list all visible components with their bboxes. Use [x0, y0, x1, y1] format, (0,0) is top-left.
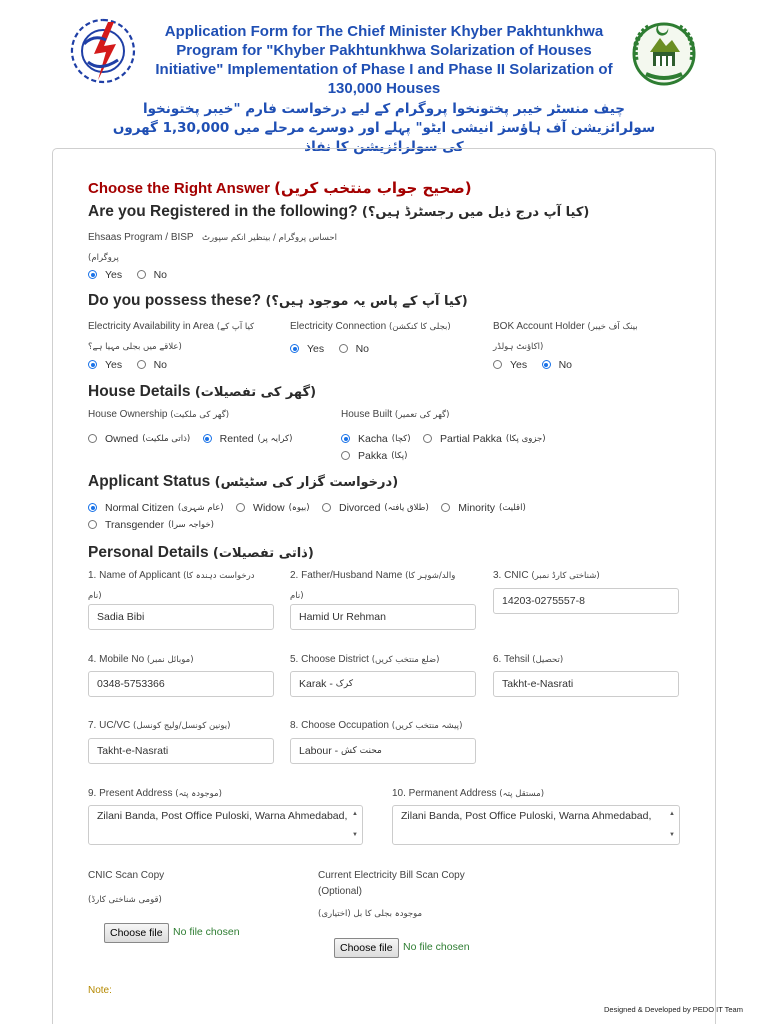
divorced-radio[interactable] — [322, 502, 429, 514]
electricity-connection-no-radio[interactable] — [339, 343, 369, 355]
mobile-label — [88, 650, 194, 670]
radio-unchecked-icon[interactable] — [339, 344, 348, 353]
cnic-choose-file-button[interactable]: Choose file — [104, 923, 169, 943]
present-address-label — [88, 784, 222, 804]
occupation-select[interactable] — [290, 738, 476, 764]
radio-checked-icon[interactable] — [542, 360, 551, 369]
normal-citizen-label-en: Normal Citizen — [105, 501, 174, 514]
cnic-label — [493, 566, 679, 586]
tehsil-label — [493, 650, 563, 670]
pakka-radio-row — [341, 447, 408, 465]
house-heading-ur: (گھر کی تفصیلات) — [194, 385, 317, 400]
electricity-connection-yes-label: Yes — [307, 342, 325, 355]
bok-label — [493, 317, 673, 357]
kp-emblem-icon — [626, 16, 702, 90]
bok-no-radio[interactable] — [542, 359, 572, 371]
ehsaas-no-label: No — [153, 268, 168, 281]
textarea-scrollbar[interactable] — [669, 808, 677, 842]
electricity-area-yes-label: Yes — [105, 358, 123, 371]
bill-scan-label-ur: موجودہ بجلی کا بل (اختیاری) — [318, 909, 423, 919]
bill-scan-label-en: Current Electricity Bill Scan Copy — [318, 870, 465, 881]
occupation-value-en: Labour - — [299, 745, 339, 757]
district-label-en: 5. Choose District — [290, 654, 369, 665]
personal-heading — [88, 544, 314, 562]
possess-heading-en: Do you possess these? — [88, 292, 262, 309]
cnic-scan-label-en: CNIC Scan Copy — [88, 870, 165, 881]
partial-pakka-radio[interactable] — [423, 433, 546, 445]
bill-choose-file-button[interactable]: Choose file — [334, 938, 399, 958]
occupation-value-ur: محنت کش — [341, 746, 382, 756]
choose-heading — [88, 179, 472, 197]
rented-label-en: Rented — [219, 432, 254, 445]
ownership-label-en: House Ownership — [88, 409, 168, 420]
applicant-heading-ur: (درخواست گزار کی سٹیٹس) — [214, 475, 399, 490]
electricity-area-no-label: No — [153, 358, 168, 371]
normal-citizen-label-ur: (عام شہری) — [177, 503, 224, 513]
district-label — [290, 650, 439, 670]
rented-label-ur: (کرایہ پر) — [257, 434, 293, 444]
radio-checked-icon[interactable] — [290, 344, 299, 353]
cnic-input[interactable]: 14203-0275557-8 — [493, 588, 679, 614]
tehsil-label-en: 6. Tehsil — [493, 654, 530, 665]
registered-heading-en: Are you Registered in the following? — [88, 203, 358, 220]
mobile-input[interactable]: 0348-5753366 — [88, 671, 274, 697]
mobile-label-ur: (موبائل نمبر) — [146, 655, 194, 665]
tehsil-select[interactable]: Takht-e-Nasrati — [493, 671, 679, 697]
ehsaas-no-radio[interactable] — [137, 269, 167, 281]
occupation-label — [290, 716, 462, 736]
mobile-label-en: 4. Mobile No — [88, 654, 145, 665]
ehsaas-label-ur2: (پروگرام — [88, 253, 119, 263]
electricity-connection-label — [290, 317, 470, 337]
radio-unchecked-icon[interactable] — [441, 503, 450, 512]
permanent-address-label — [392, 784, 544, 804]
uc-label-ur: (یونین کونسل/ولیج کونسل) — [133, 721, 231, 731]
applicant-name-input[interactable]: Sadia Bibi — [88, 604, 274, 630]
widow-radio[interactable] — [236, 502, 309, 514]
father-name-input[interactable]: Hamid Ur Rehman — [290, 604, 476, 630]
father-name-label — [290, 566, 476, 606]
cnic-no-file-text: No file chosen — [173, 926, 240, 938]
house-built-radio-group — [341, 430, 546, 448]
house-heading-en: House Details — [88, 383, 191, 400]
applicant-name-label-ur: (درخواست دہندہ کا — [183, 571, 255, 581]
bok-yes-radio[interactable] — [493, 359, 527, 371]
minority-radio[interactable] — [441, 502, 526, 514]
widow-label-ur: (بیوہ) — [288, 503, 310, 513]
permanent-address-label-ur: (مستقل پتہ) — [499, 789, 545, 799]
bok-no-label: No — [558, 358, 573, 371]
minority-label-en: Minority — [458, 501, 495, 514]
occupation-label-en: 8. Choose Occupation — [290, 720, 389, 731]
kacha-label-ur: (کچا) — [391, 433, 411, 444]
radio-checked-icon[interactable] — [341, 434, 350, 443]
electricity-connection-no-label: No — [355, 342, 370, 355]
electricity-area-label-en: Electricity Availability in Area — [88, 321, 214, 332]
electricity-connection-yes-radio[interactable] — [290, 343, 324, 355]
father-name-label-ur: (والد/شوہر کا — [405, 571, 456, 581]
transgender-label-ur: (خواجہ سرا) — [168, 520, 214, 530]
ownership-label — [88, 405, 229, 425]
radio-checked-icon[interactable] — [88, 503, 97, 512]
radio-checked-icon[interactable] — [88, 360, 97, 369]
textarea-scrollbar[interactable] — [352, 808, 360, 842]
bok-yes-label: Yes — [510, 358, 528, 371]
electricity-connection-label-en: Electricity Connection — [290, 321, 387, 332]
widow-label-en: Widow — [253, 501, 285, 514]
present-address-value: Zilani Banda, Post Office Puloski, Warna Ahmedabad, — [97, 810, 348, 822]
house-built-label — [341, 405, 449, 425]
form-title: Application Form for The Chief Minister Khyber Pakhtunkhwa Program for "Khyber Pakhtunkhwa Solarization of Houses Initiative" Implementation of Phase I and Phase II Solarization of 130,000 Houses — [155, 23, 613, 97]
ownership-radio-group — [88, 430, 292, 448]
electricity-area-no-radio[interactable] — [137, 359, 167, 371]
pedo-logo-icon — [64, 14, 142, 88]
radio-unchecked-icon[interactable] — [423, 434, 432, 443]
house-built-label-ur: (گھر کی تعمیر) — [394, 410, 450, 420]
possess-heading — [88, 292, 468, 310]
applicant-name-label-ur2: نام) — [88, 591, 102, 601]
radio-checked-icon[interactable] — [203, 434, 212, 443]
uc-label — [88, 716, 231, 736]
minority-label-ur: (اقلیت) — [499, 502, 526, 513]
radio-unchecked-icon[interactable] — [88, 434, 97, 443]
registered-heading-ur: (کیا آپ درج ذیل میں رجسٹرڈ ہیں؟) — [361, 205, 590, 220]
applicant-name-label-en: 1. Name of Applicant — [88, 570, 181, 581]
normal-citizen-radio[interactable] — [88, 502, 224, 514]
choose-heading-ur: (صحیح جواب منتخب کریں) — [274, 179, 472, 197]
ehsaas-label-ur: احساس پروگرام / بینظیر انکم سپورٹ — [201, 233, 337, 243]
father-name-label-en: 2. Father/Husband Name — [290, 570, 403, 581]
pakka-label-en: Pakka — [358, 449, 388, 462]
uc-select[interactable]: Takht-e-Nasrati — [88, 738, 274, 764]
pakka-label-ur: (پکا) — [391, 450, 408, 461]
transgender-radio-row — [88, 516, 214, 534]
cnic-scan-label-ur: (قومی شناختی کارڈ) — [88, 895, 162, 905]
father-name-label-ur2: نام) — [290, 591, 304, 601]
permanent-address-value: Zilani Banda, Post Office Puloski, Warna Ahmedabad, — [401, 810, 652, 822]
possess-heading-ur: (کیا آپ کے پاس یہ موجود ہیں؟) — [265, 294, 468, 309]
radio-unchecked-icon[interactable] — [137, 360, 146, 369]
tehsil-label-ur: (تحصیل) — [532, 655, 564, 665]
radio-unchecked-icon[interactable] — [322, 503, 331, 512]
owned-radio[interactable] — [88, 433, 190, 445]
radio-unchecked-icon[interactable] — [341, 451, 350, 460]
present-address-label-en: 9. Present Address — [88, 788, 173, 799]
bill-no-file-text: No file chosen — [403, 941, 470, 953]
divorced-label-ur: (طلاق یافتہ) — [384, 503, 429, 513]
occupation-label-ur: (پیشہ منتخب کریں) — [391, 721, 463, 731]
applicant-name-label — [88, 566, 274, 606]
house-heading — [88, 383, 316, 401]
kacha-label-en: Kacha — [358, 432, 388, 445]
bok-label-en: BOK Account Holder — [493, 321, 585, 332]
bill-scan-label — [318, 866, 465, 924]
bok-label-ur: (بینک آف خیبر — [587, 322, 638, 332]
owned-label-ur: (ذاتی ملکیت) — [142, 433, 191, 444]
permanent-address-textarea[interactable] — [392, 805, 680, 845]
partial-pakka-label-ur: (جزوی پکا) — [505, 433, 546, 444]
transgender-radio[interactable] — [88, 519, 214, 531]
district-value-ur: کرک — [335, 679, 354, 689]
radio-unchecked-icon[interactable] — [88, 520, 97, 529]
electricity-connection-label-ur: (بجلی کا کنکشن) — [388, 322, 451, 332]
bok-label-ur2: اکاؤنٹ ہولڈر) — [493, 342, 544, 352]
electricity-area-yes-radio[interactable] — [88, 359, 122, 371]
applicant-heading-en: Applicant Status — [88, 473, 211, 490]
pakka-radio[interactable] — [341, 450, 408, 462]
rented-radio[interactable] — [203, 433, 293, 445]
ehsaas-yes-radio[interactable] — [88, 269, 122, 281]
bok-radio-group — [493, 356, 572, 374]
kacha-radio[interactable] — [341, 433, 411, 445]
footer-credit: Designed & Developed by PEDO IT Team — [604, 1005, 743, 1014]
divorced-label-en: Divorced — [338, 501, 381, 514]
ehsaas-label-en: Ehsaas Program / BISP — [88, 232, 194, 243]
partial-pakka-label-en: Partial Pakka — [440, 432, 502, 445]
owned-label-en: Owned — [105, 432, 139, 445]
permanent-address-label-en: 10. Permanent Address — [392, 788, 497, 799]
electricity-area-label — [88, 317, 278, 357]
ehsaas-radio-group — [88, 266, 167, 284]
applicant-radio-group — [88, 499, 526, 517]
form-title-urdu-line3: کی سولرائزیشن کا نفاذ — [304, 139, 464, 155]
electricity-area-radio-group — [88, 356, 167, 374]
bill-scan-label-optional: (Optional) — [318, 886, 362, 897]
present-address-textarea[interactable] — [88, 805, 363, 845]
transgender-label-en: Transgender — [105, 518, 165, 531]
applicant-heading — [88, 473, 398, 491]
district-value-en: Karak - — [299, 678, 333, 690]
choose-heading-en: Choose the Right Answer — [88, 180, 270, 197]
electricity-connection-radio-group — [290, 340, 369, 358]
district-select[interactable] — [290, 671, 476, 697]
house-built-label-en: House Built — [341, 409, 393, 420]
registered-heading — [88, 203, 589, 221]
radio-unchecked-icon[interactable] — [493, 360, 502, 369]
radio-unchecked-icon[interactable] — [236, 503, 245, 512]
form-title-urdu-line2: سولرائزیشن آف ہاؤسز انیشی ایٹو" پہلے اور دوسرے مرحلے میں 1,30,000 گھروں — [112, 120, 656, 136]
radio-unchecked-icon[interactable] — [137, 270, 146, 279]
cnic-scan-label — [88, 866, 164, 910]
ehsaas-yes-label: Yes — [105, 268, 123, 281]
cnic-label-ur: (شناختی کارڈ نمبر) — [531, 571, 600, 581]
form-title-urdu-line1: چیف منسٹر خیبر پختونخوا پروگرام کے لیے درخواست فارم "خیبر پختونخوا — [142, 101, 626, 117]
electricity-area-label-ur2: علاقے میں بجلی مہیا ہے؟) — [88, 342, 182, 352]
cnic-label-en: 3. CNIC — [493, 570, 529, 581]
note-label: Note: — [88, 985, 112, 996]
electricity-area-label-ur: (کیا آپ کے — [216, 322, 255, 332]
personal-heading-en: Personal Details — [88, 544, 209, 561]
district-label-ur: (ضلع منتخب کریں) — [371, 655, 440, 665]
present-address-label-ur: (موجودہ پتہ) — [175, 789, 222, 799]
radio-checked-icon[interactable] — [88, 270, 97, 279]
ehsaas-label — [88, 228, 358, 268]
personal-heading-ur: (ذاتی تفصیلات) — [212, 546, 314, 561]
ownership-label-ur: (گھر کی ملکیت) — [170, 410, 230, 420]
uc-label-en: 7. UC/VC — [88, 720, 131, 731]
